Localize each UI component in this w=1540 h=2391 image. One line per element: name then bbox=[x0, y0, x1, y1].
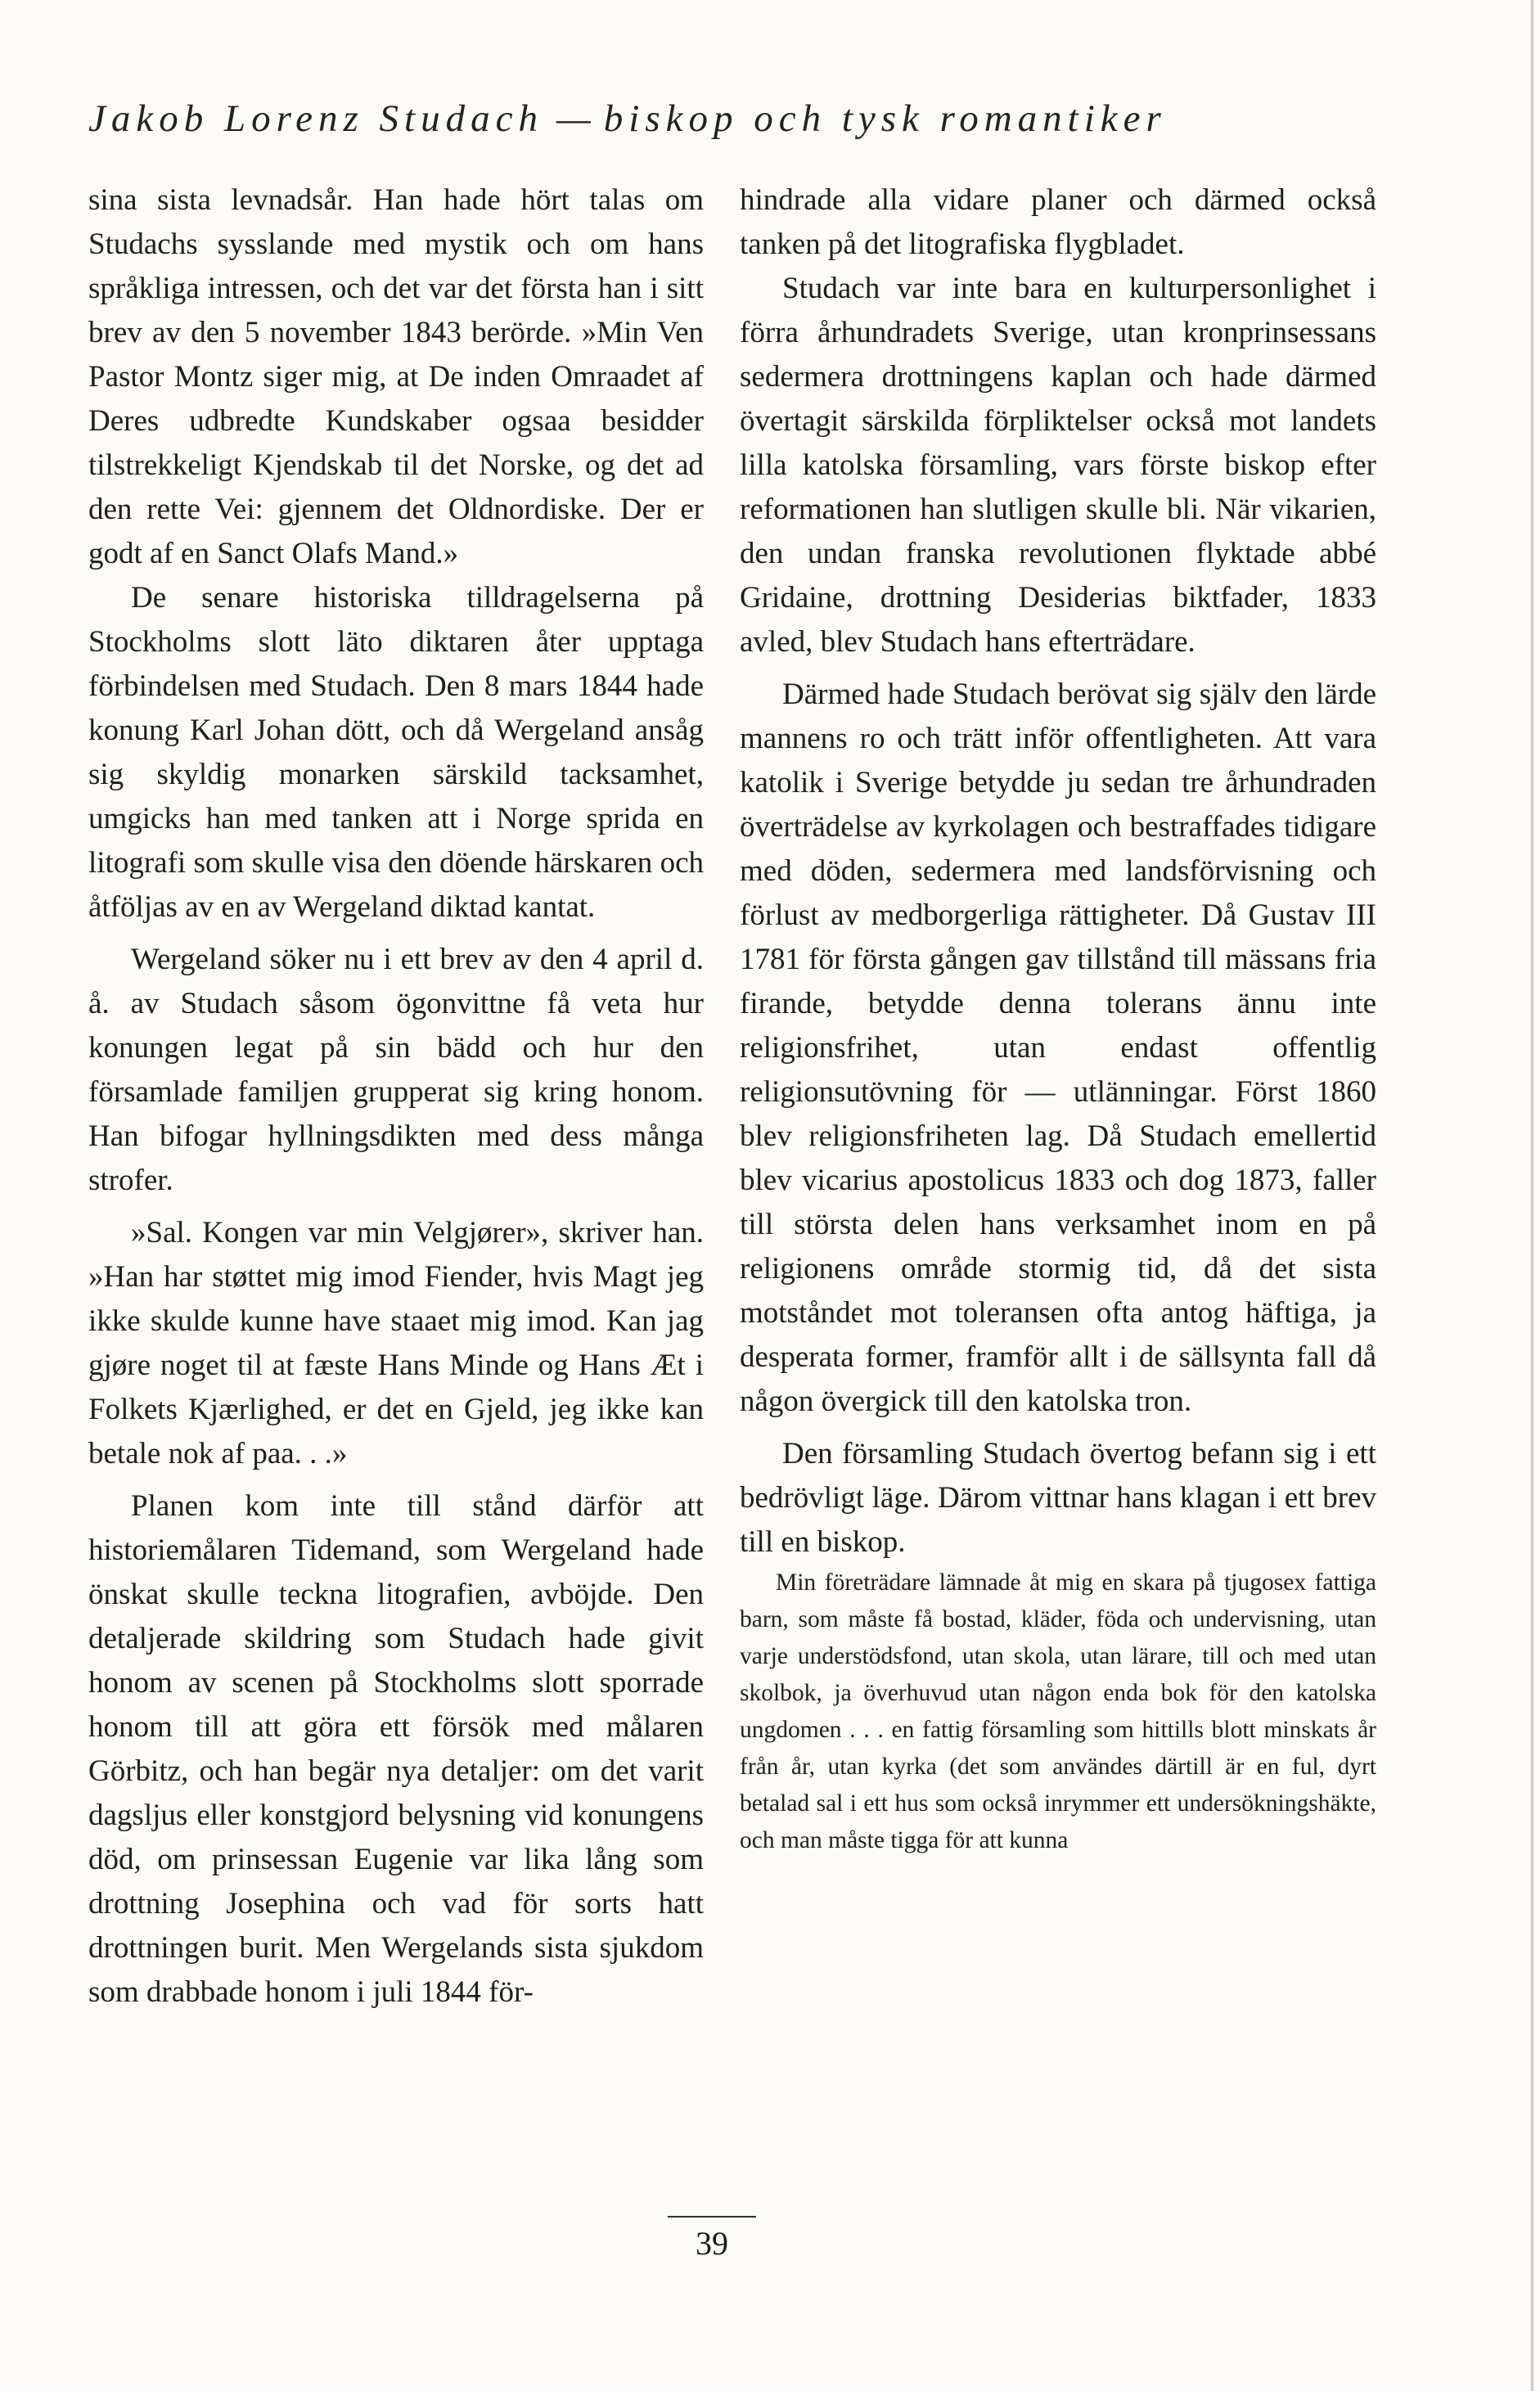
right-column bbox=[740, 178, 1376, 1859]
page-edge bbox=[1531, 0, 1533, 2391]
paragraph: Wergeland söker nu i ett brev av den 4 april d. å. av Studach såsom ögonvittne få veta hur konungen legat på sin bädd och hur den församlade familjen grupperat sig kring honom. Han bifogar hyllningsdikten med dess många strofer. bbox=[88, 943, 704, 1197]
running-head bbox=[88, 97, 1340, 141]
paragraph: Därmed hade Studach berövat sig själv den lärde mannens ro och trätt inför offentligheten. Att vara katolik i Sverige betydde ju sedan tre århundraden överträdelse av kyrkolagen och bestraffades tidigare med döden, sedermera med landsförvisning och förlust av medborgerliga rättigheter. Då Gustav III 1781 för första gången gav tillstånd till mässans fria firande, betydde denna tolerans ännu inte religionsfrihet, utan endast offentlig religionsutövning för — utlänningar. Först 1860 blev religionsfriheten lag. Då Studach emellertid blev vicarius apostolicus 1833 och dog 1873, faller till största delen hans verksamhet inom en på religionens område stormig tid, då det sista motståndet mot toleransen ofta antog häftiga, ja desperata former, framför allt i de sällsynta fall då någon övergick till den katolska tron. bbox=[740, 678, 1376, 1418]
paragraph: »Sal. Kongen var min Velgjører», skriver han. »Han har støttet mig imod Fiender, hvis Magt jeg ikke skulde kunne have staaet mig imod. Kan jag gjøre noget til at fæste Hans Minde og Hans Æt i Folkets Kjærlighed, er det en Gjeld, jeg ikke kan betale nok af paa. . .» bbox=[88, 1216, 704, 1470]
paragraph: sina sista levnadsår. Han hade hört talas om Studachs sysslande med mystik och om hans språkliga intressen, och det var det första han i sitt brev av den 5 november 1843 berörde. »Min Ven Pastor Montz siger mig, at De inden Omraadet af Deres udbredte Kundskaber ogsaa besidder tilstrekkeligt Kjendskab til det Norske, og det ad den rette Vei: gjennem det Oldnordiske. Der er godt af en Sanct Olafs Mand.» bbox=[88, 183, 704, 570]
paragraph: Studach var inte bara en kulturpersonlighet i förra århundradets Sverige, utan kronprinsessans sedermera drottningens kaplan och hade därmed övertagit särskilda förpliktelser också mot landets lilla katolska församling, vars förste biskop efter reformationen han slutligen skulle bli. När vikarien, den undan franska revolutionen flyktade abbé Gridaine, drottning Desiderias biktfader, 1833 avled, blev Studach hans efterträdare. bbox=[740, 272, 1376, 659]
block-quote: Min företrädare lämnade åt mig en skara på tjugosex fattiga barn, som måste få bostad, kläder, föda och undervisning, utan varje understödsfond, utan skola, utan lärare, till och med utan skolbok, ja överhuvud utan någon enda bok för den katolska ungdomen . . . en fattig församling som hittills blott minskats år från år, utan kyrka (det som användes därtill är en ful, dyrt betalad sal i ett hus som också inrymmer ett undersökningshäkte, och man måste tigga för att kunna bbox=[740, 1569, 1376, 1853]
left-column bbox=[88, 178, 704, 2015]
page-number: 39 bbox=[696, 2225, 728, 2262]
paragraph: Planen kom inte till stånd därför att historiemålaren Tidemand, som Wergeland hade önskat skulle teckna litografien, avböjde. Den detaljerade skildring som Studach hade givit honom av scenen på Stockholms slott sporrade honom till att göra ett försök med målaren Görbitz, och han begär nya detaljer: om det varit dagsljus eller konstgjord belysning vid konungens död, om prinsessan Eugenie var lika lång som drottning Josephina och vad för sorts hatt drottningen burit. Men Wergelands sista sjukdom som drabbade honom i juli 1844 för- bbox=[88, 1489, 704, 2009]
running-head-subtitle: biskop och tysk romantiker bbox=[603, 97, 1167, 140]
paragraph: hindrade alla vidare planer och därmed också tanken på det litografiska flygbladet. bbox=[740, 183, 1376, 261]
running-head-dash: — bbox=[556, 97, 591, 140]
paragraph: Den församling Studach övertog befann sig i ett bedrövligt läge. Därom vittnar hans klagan i ett brev till en biskop. bbox=[740, 1437, 1376, 1559]
page-number-rule bbox=[668, 2216, 756, 2218]
paragraph: De senare historiska tilldragelserna på Stockholms slott läto diktaren åter upptaga förbindelsen med Studach. Den 8 mars 1844 hade konung Karl Johan dött, och då Wergeland ansåg sig skyldig monarken särskild tacksamhet, umgicks han med tanken att i Norge sprida en litografi som skulle visa den döende härskaren och åtföljas av en av Wergeland diktad kantat. bbox=[88, 581, 704, 924]
running-head-title: Jakob Lorenz Studach bbox=[88, 97, 543, 140]
